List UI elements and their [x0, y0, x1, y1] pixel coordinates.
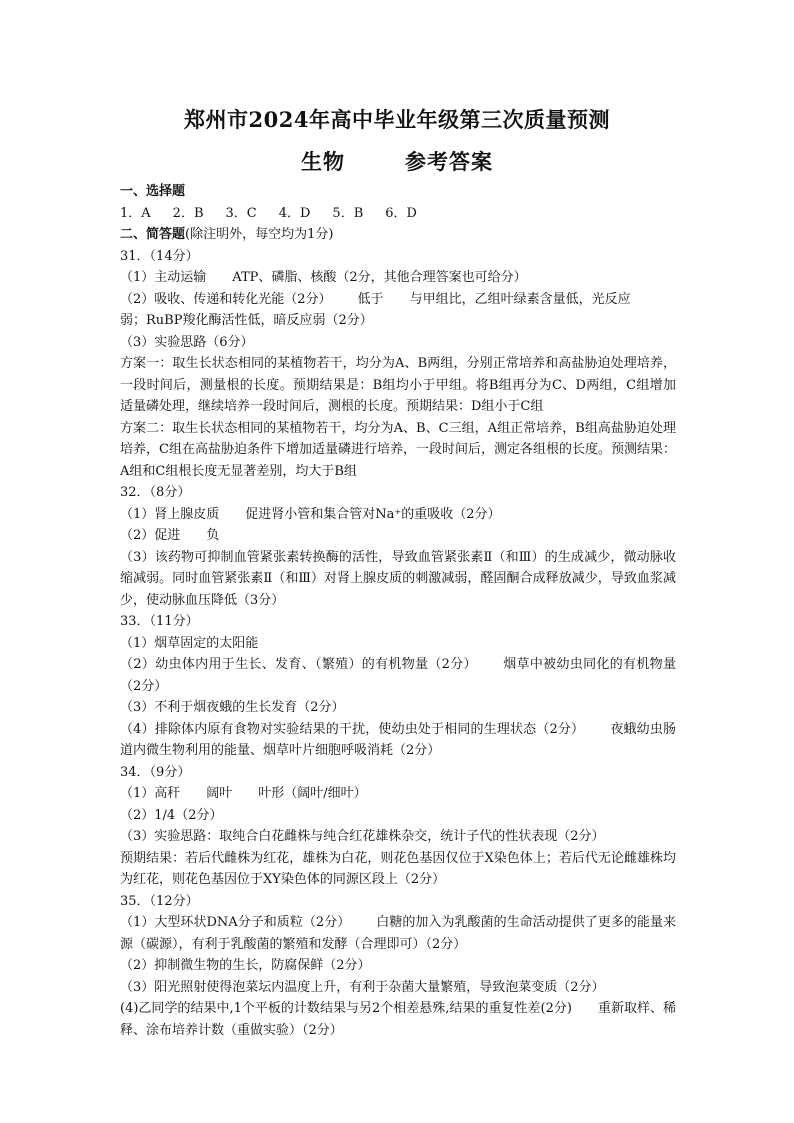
q35-part2: （2）抑制微生物的生长，防腐保鲜（2分） — [120, 958, 371, 973]
choice-answer: 1．A — [120, 205, 151, 221]
q33-part3: （3）不利于烟夜蛾的生长发育（2分） — [120, 700, 345, 715]
q31-p2b: 低于 — [357, 291, 384, 307]
q33-p2a: （2）幼虫体内用于生长、发育、（繁殖）的有机物量（2分） — [120, 657, 477, 672]
q35-p4a: (4)乙同学的结果中,1个平板的计数结果与另2个相差悬殊,结果的重复性差(2分) — [120, 1001, 572, 1016]
q35-p1a: （1）大型环状DNA分子和质粒（2分） — [120, 915, 351, 930]
subject-label: 生物 — [301, 149, 345, 174]
q33-part1: （1）烟草固定的太阳能 — [120, 635, 259, 651]
choice-answer: 5．B — [332, 205, 364, 221]
q35-head: 35．（12分） — [120, 893, 199, 909]
q35-p4b: 重新取样、稀释、涂布培养计数（重做实验）（2分） — [120, 1001, 676, 1038]
q31-part3: （3）实验思路（6分） — [120, 334, 254, 350]
q31-head: 31．（14分） — [120, 248, 199, 264]
q31-p2c: 与甲组比，乙组叶绿素含量低，光反应 — [409, 291, 631, 307]
q32-head: 32．（8分） — [120, 485, 191, 500]
q31-part2-cont: 弱；RuBP羧化酶活性低，暗反应弱（2分） — [120, 313, 373, 328]
q32-p1b: 促进肾小管和集合管对Na⁺的重吸收（2分） — [245, 506, 501, 522]
q32-p2b: 负 — [206, 528, 220, 543]
page-subtitle — [0, 146, 794, 176]
q31-part2 — [120, 289, 676, 311]
q35-part3: （3）阳光照射使得泡菜坛内温度上升，有利于杂菌大量繁殖，导致泡菜变质（2分） — [120, 979, 605, 995]
q33-part2 — [120, 654, 676, 697]
q33-head: 33．（11分） — [120, 614, 199, 629]
q32-part3: （3）该药物可抑制血管紧张素转换酶的活性，导致血管紧张素Ⅱ（和Ⅲ）的生成减少，微动脉收缩减弱。同时血管紧张素Ⅱ（和Ⅲ）对肾上腺皮质的刺激减弱，醛固酮合成释放减少，导致血浆减少，使动脉血压降低（3分） — [120, 549, 676, 608]
choice-answer: 2．B — [172, 205, 204, 221]
q35-p1b: 白糖的加入为乳酸菌的生命活动提供了更多的能量来源（碳源），有利于乳酸菌的繁殖和发酵（合理即可）（2分） — [120, 915, 676, 952]
q32-part2 — [120, 525, 676, 547]
q31-p1a: （1）主动运输 — [120, 270, 207, 285]
q35-part1 — [120, 912, 676, 955]
choice-answer: 6．D — [385, 205, 417, 221]
q34-part2: （2）1/4（2分） — [120, 807, 223, 823]
q32-p1a: （1）肾上腺皮质 — [120, 506, 220, 522]
page-title: 郑州市2024年高中毕业年级第三次质量预测 — [184, 107, 610, 132]
choice-answers — [120, 203, 676, 225]
q34-p1a: （1）高秆 — [120, 786, 181, 801]
q31-plan2: 方案二：取生长状态相同的某植物若干，均分为A、B、C三组，A组正常培养，B组高盐胁迫处理培养，C组在高盐胁迫条件下增加适量磷进行培养，一段时间后，测定各组根的长度。预测结果：A组和C组根长度无显著差别，均大于B组 — [120, 420, 676, 479]
answer-key-label: 参考答案 — [405, 149, 493, 174]
choice-answer: 4．D — [278, 205, 311, 221]
answer-body — [120, 181, 676, 1041]
q31-p1b: ATP、磷脂、核酸（2分，其他合理答案也可给分） — [232, 270, 527, 285]
q35-part4 — [120, 998, 676, 1041]
q31-p2a: （2）吸收、传递和转化光能（2分） — [120, 291, 332, 307]
q34-head: 34．（9分） — [120, 764, 191, 780]
q34-p1b: 阔叶 — [206, 786, 233, 801]
q31-plan1: 方案一：取生长状态相同的某植物若干，均分为A、B两组，分别正常培养和高盐胁迫处理培养，一段时间后，测量根的长度。预期结果是：B组均小于甲组。将B组再分为C、D两组，C组增加适量磷处理，继续培养一段时间后，测根的长度。预期结果：D组小于C组 — [120, 356, 676, 414]
section2-heading: 二、简答题 — [120, 227, 186, 242]
q33-p4b: 夜蛾幼虫肠道内微生物利用的能量、烟草叶片细胞呼吸消耗（2分） — [120, 721, 676, 758]
q32-p2a: （2）促进 — [120, 528, 181, 543]
section1-heading: 一、选择题 — [120, 184, 186, 199]
q33-p2b: 烟草中被幼虫同化的有机物量（2分） — [120, 657, 676, 694]
q34-p1c: 叶形（阔叶/细叶） — [258, 786, 367, 801]
section2-heading-line — [120, 224, 676, 246]
q33-p4a: （4）排除体内原有食物对实验结果的干扰，使幼虫处于相同的生理状态（2分） — [120, 721, 585, 737]
q34-part4: 预期结果：若后代雌株为红花，雄株为白花，则花色基因仅位于X染色体上；若后代无论雌雄株均为红花，则花色基因位于XY染色体的同源区段上（2分） — [120, 850, 676, 887]
q34-part1 — [120, 783, 676, 805]
choice-answer: 3．C — [225, 205, 257, 221]
q33-part4 — [120, 719, 676, 762]
q31-part1 — [120, 267, 676, 289]
q32-part1 — [120, 504, 676, 526]
section2-note: (除注明外，每空均为1分) — [185, 227, 334, 242]
q34-part3: （3）实验思路：取纯合白花雌株与纯合红花雄株杂交，统计子代的性状表现（2分） — [120, 829, 605, 844]
